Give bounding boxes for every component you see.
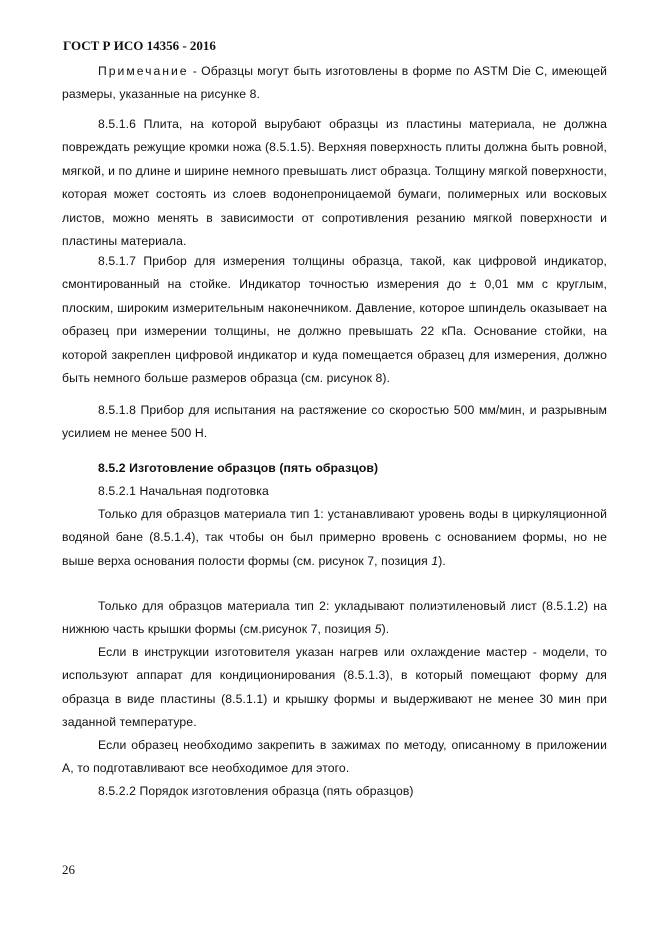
paragraph-heating: Если в инструкции изготовителя указан нагрев или охлаждение мастер - модели, то используют аппарат для кондиционирования (8.5.1.3), в который помещают форму для образца в виде пластины (8.5.1.1) и крышку формы и выдерживают не менее 30 мин при заданной температуре. bbox=[62, 645, 607, 730]
note-label: Примечание bbox=[98, 64, 189, 78]
section-heading-8-5-2: 8.5.2 Изготовление образцов (пять образцов) bbox=[98, 461, 379, 475]
type2-end: ). bbox=[381, 622, 390, 637]
type1-position: 1 bbox=[431, 553, 439, 568]
note-paragraph bbox=[62, 60, 607, 107]
note-text: - Образцы могут быть изготовлены в форме по ASTM Die C, имеющей размеры, указанные на рисунке 8. bbox=[62, 64, 607, 102]
paragraph-8-5-1-8: 8.5.1.8 Прибор для испытания на растяжение со скоростью 500 мм/мин, и разрывным усилием не менее 500 Н. bbox=[62, 403, 607, 441]
paragraph-type2 bbox=[62, 595, 607, 642]
paragraph-8-5-1-7: 8.5.1.7 Прибор для измерения толщины образца, такой, как цифровой индикатор, смонтированный на стойке. Индикатор точностью измерения до ± 0,01 мм с круглым, плоским, широким измерительным наконечником. Давление, которое шпиндель оказывает на образец при измерении толщины, не должно превышать 22 кПа. Основание стойки, на которой закреплен цифровой индикатор и куда помещается образец для измерения, должно быть немного больше размеров образца (см. рисунок 8). bbox=[62, 254, 607, 386]
type2-text: Только для образцов материала тип 2: укладывают полиэтиленовый лист (8.5.1.2) на нижнюю часть крышки формы (см.рисунок 7, позиция bbox=[62, 599, 607, 637]
paragraph-8-5-2-1: 8.5.2.1 Начальная подготовка bbox=[98, 484, 269, 498]
paragraph-8-5-1-6: 8.5.1.6 Плита, на которой вырубают образцы из пластины материала, не должна повреждать режущие кромки ножа (8.5.1.5). Верхняя поверхность плиты должна быть ровной, мягкой, и по длине и ширине немного превышать лист образца. Толщину мягкой поверхности, которая может состоять из слоев водонепроницаемой бумаги, полимерных или восковых листов, можно менять в зависимости от сопротивления резанию мягкой поверхности и пластины материала. bbox=[62, 117, 607, 249]
paragraph-clamps: Если образец необходимо закрепить в зажимах по методу, описанному в приложении А, то подготавливают все необходимое для этого. bbox=[62, 738, 607, 776]
paragraph-type1 bbox=[62, 503, 607, 573]
type1-text: Только для образцов материала тип 1: устанавливают уровень воды в циркуляционной водяной бане (8.5.1.4), так чтобы он был примерно вровень с основанием формы, но не выше верха основания полости формы (см. рисунок 7, позиция bbox=[62, 507, 607, 568]
type2-position: 5 bbox=[374, 622, 382, 637]
page-number: 26 bbox=[62, 862, 75, 877]
type1-end: ). bbox=[438, 553, 446, 568]
paragraph-8-5-2-2: 8.5.2.2 Порядок изготовления образца (пять образцов) bbox=[98, 784, 414, 798]
document-header: ГОСТ Р ИСО 14356 - 2016 bbox=[63, 38, 216, 53]
